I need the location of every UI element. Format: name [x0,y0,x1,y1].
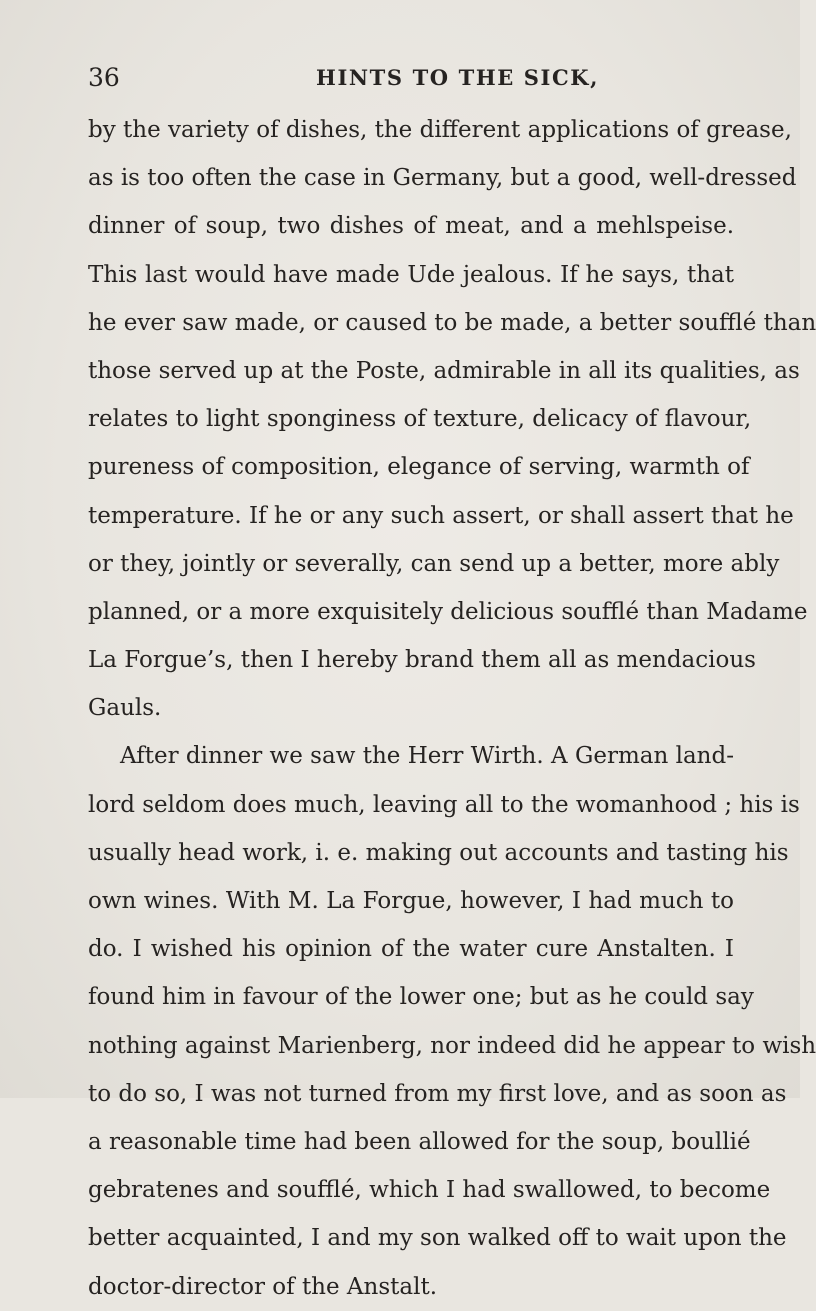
body-text [88,106,816,1311]
text-line: by the variety of dishes, the different applications of grease, [88,117,792,143]
text-line: gebratenes and soufflé, which I had swallowed, to become [88,1177,771,1204]
text-line: as is too often the case in Germany, but a good, well-dressed [88,165,797,192]
text-line: to do so, I was not turned from my first love, and as soon as [88,1080,787,1107]
running-head: HINTS TO THE SICK, [316,65,600,90]
text-line: a reasonable time had been allowed for the soup, boullié [88,1128,751,1155]
text-line: found him in favour of the lower one; but as he could say [88,984,754,1011]
text-line: better acquainted, I and my son walked off to wait upon the [88,1225,787,1252]
text-line: pureness of composition, elegance of serving, warmth of [88,454,750,481]
page-header [88,62,728,94]
text-line: This last would have made Ude jealous. If he says, that [88,261,734,288]
paragraph-start-line: After dinner we saw the Herr Wirth. A German land- [120,743,734,770]
text-line: temperature. If he or any such assert, or shall assert that he [88,502,794,529]
text-line: nothing against Marienberg, nor indeed did he appear to wish [88,1032,816,1059]
text-line: he ever saw made, or caused to be made, a better soufflé than [88,309,816,336]
text-line: usually head work, i. e. making out accounts and tasting his [88,839,789,866]
text-line: those served up at the Poste, admirable in all its qualities, as [88,357,800,384]
text-line: planned, or a more exquisitely delicious soufflé than Madame [88,598,808,625]
text-line: La Forgue’s, then I hereby brand them all as mendacious [88,647,756,674]
text-line: own wines. With M. La Forgue, however, I had much to [88,888,734,914]
paragraph-end-line: doctor-director of the Anstalt. [88,1273,438,1300]
text-line: dinner of soup, two dishes of meat, and a mehlspeise. [88,213,734,240]
text-line: do. I wished his opinion of the water cure Anstalten. I [88,936,734,963]
page-number: 36 [88,63,120,92]
text-line: or they, jointly or severally, can send up a better, more ably [88,550,780,577]
text-line: relates to light sponginess of texture, delicacy of flavour, [88,406,752,433]
text-line: lord seldom does much, leaving all to the womanhood ; his is [88,791,800,818]
paragraph-end-line: Gauls. [88,695,162,722]
